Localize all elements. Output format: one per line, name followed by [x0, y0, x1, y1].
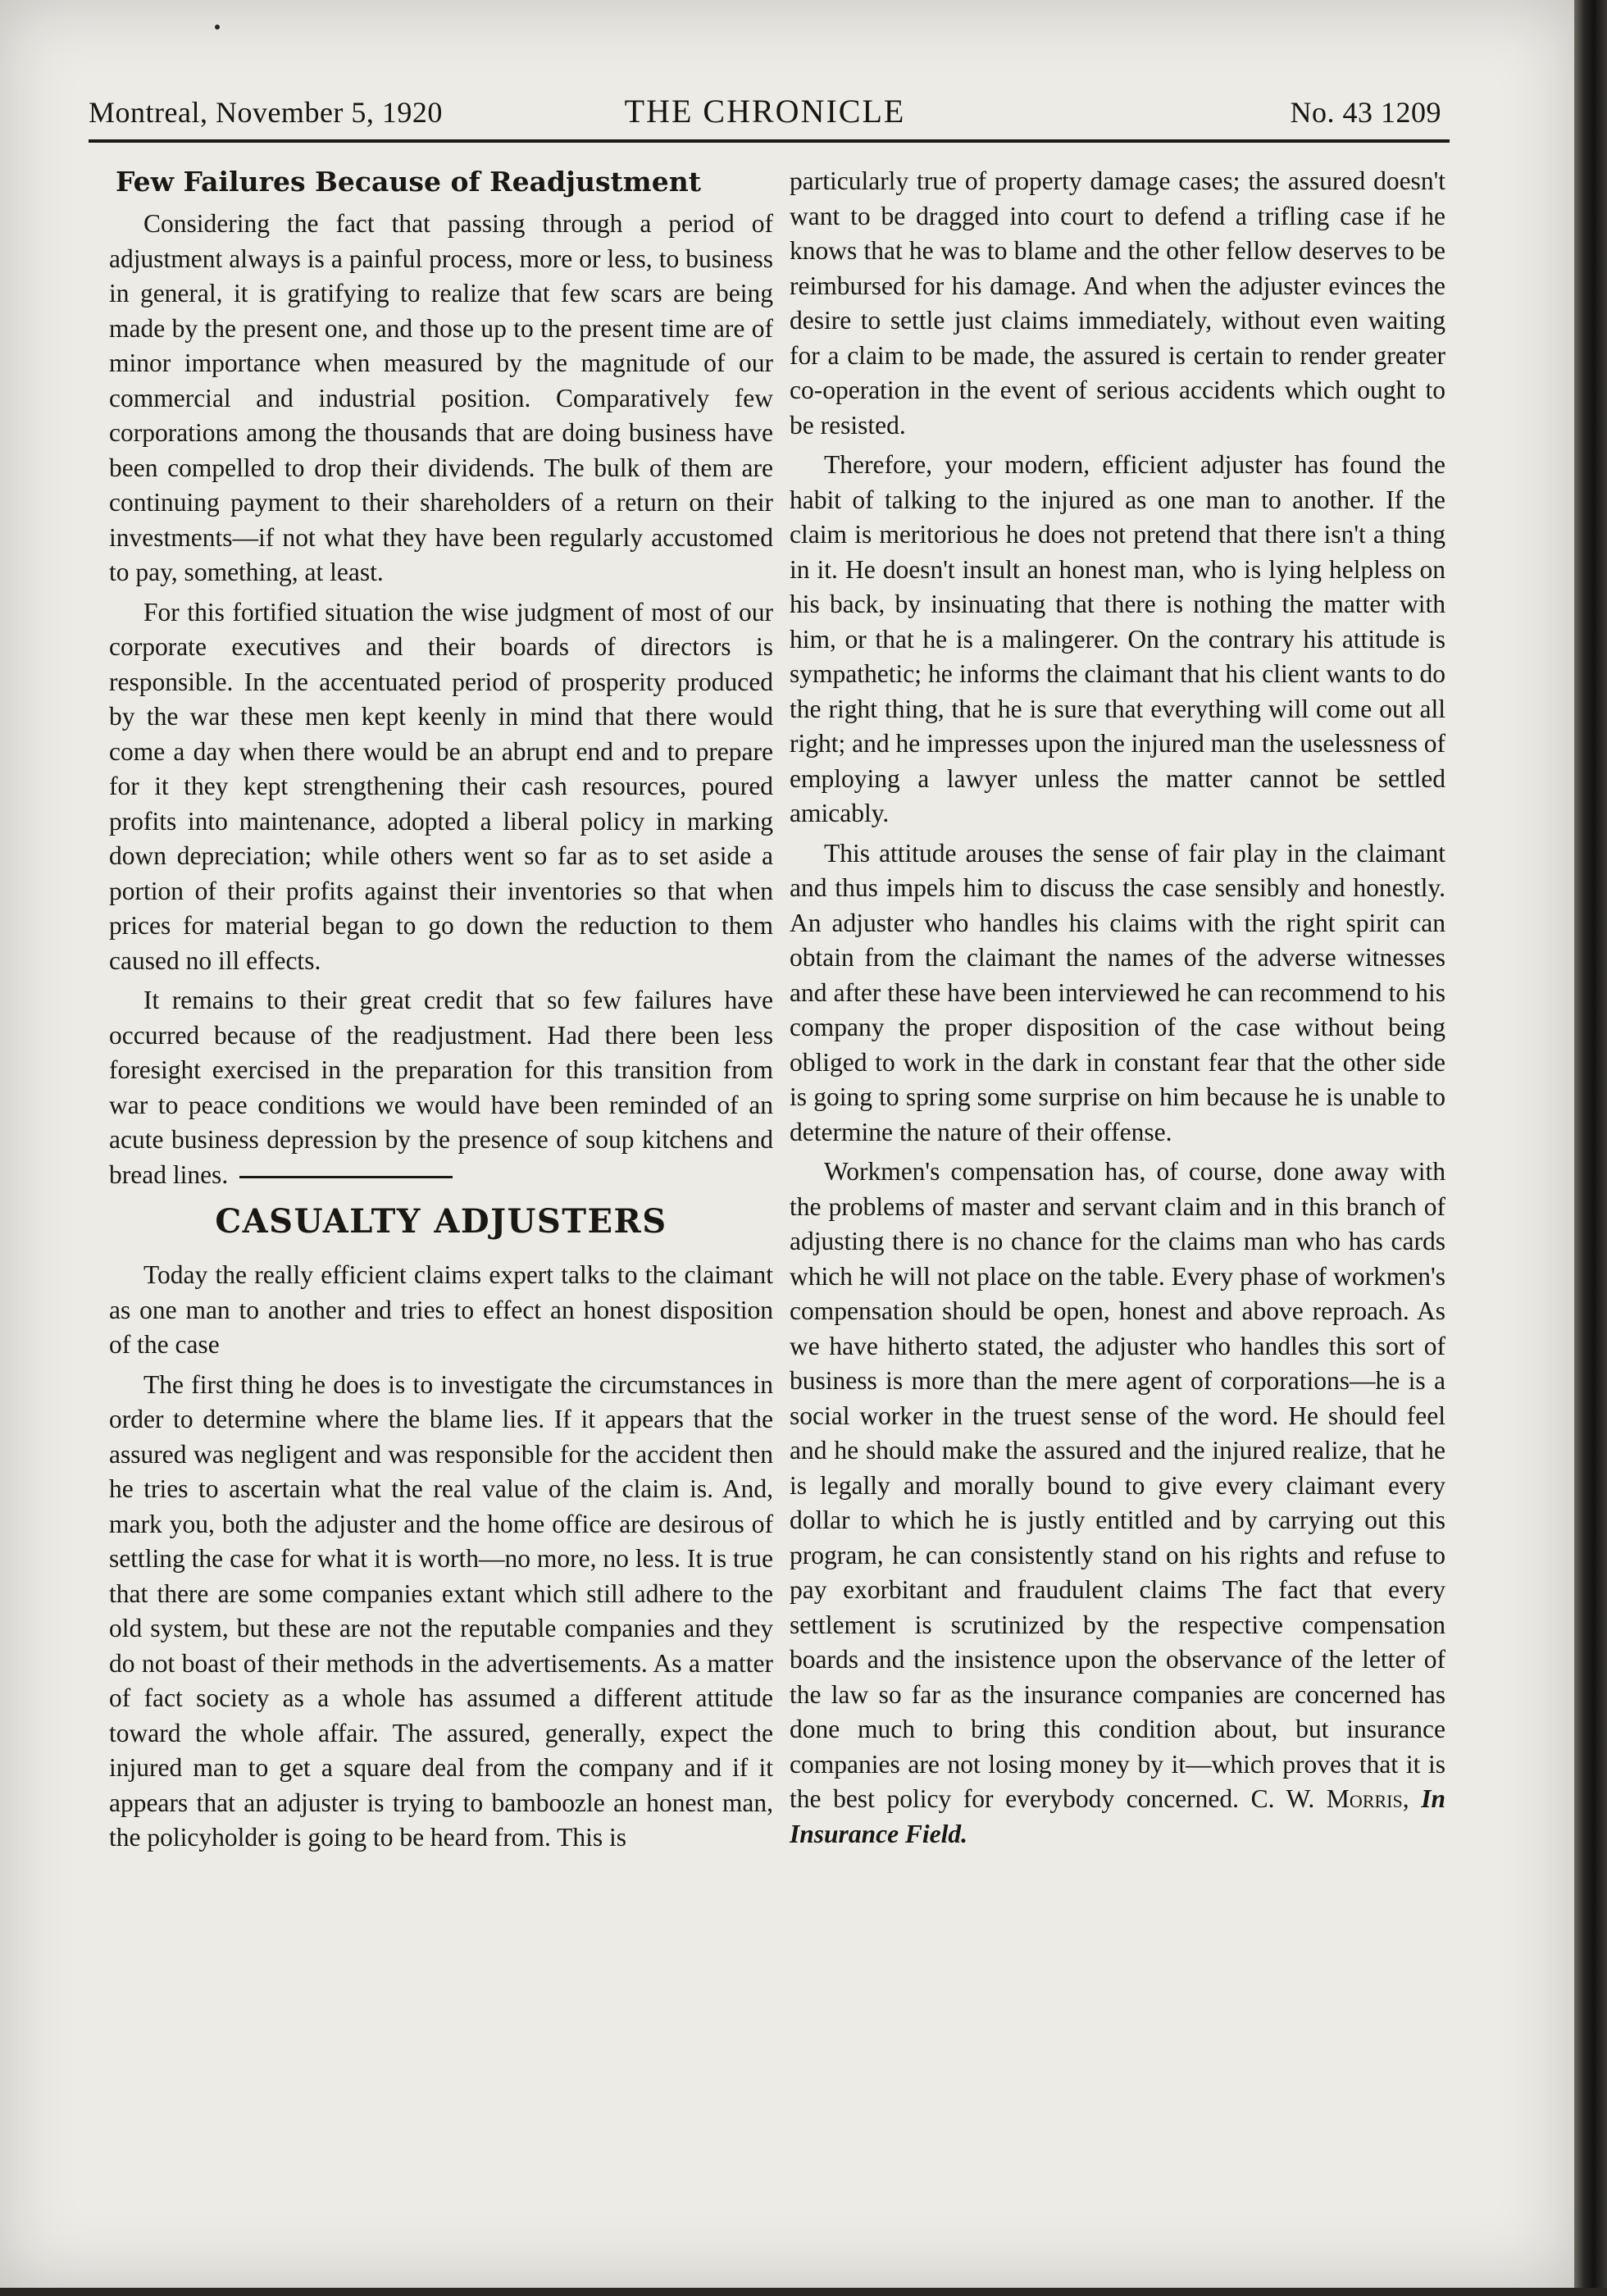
article-end-rule — [239, 1176, 453, 1178]
article1-paragraph — [109, 983, 773, 1192]
article1-paragraph-text: It remains to their great credit that so few failures have occurred because of the readjustment. Had there been less foresight exercised in the preparation for this transition from war to peace conditions we would have been reminded of an acute business depression by the presence of soup kitchens and bread lines. — [109, 986, 773, 1189]
page-header — [89, 89, 1441, 138]
article2-paragraph: The first thing he does is to investigate the circumstances in order to determine where the blame lies. If it appears that the assured was negligent and was responsible for the accident then he tries to ascertain what the real value of the claim is. And, mark you, both the adjuster and the home office are desirous of settling the case for what it is worth—no more, no less. It is true that there are some companies extant which still adhere to the old system, but these are not the reputable companies and they do not boast of their methods in the advertisements. As a matter of fact society as a whole has assumed a different attitude toward the whole affair. The assured, generally, expect the injured man to get a square deal from the company and if it appears that an adjuster is trying to bamboozle an honest man, the policyholder is going to be heard from. This is — [109, 1369, 773, 1852]
article2-continuation: particularly true of property damage cases; the assured doesn't want to be dragged into court to defend a trifling case if he knows that he was to blame and the other fellow deserves to be reimbursed for his damage. And when the adjuster evinces the desire to settle just claims immediately, without even waiting for a claim to be made, the assured is certain to render greater co-operation in the event of serious accidents which ought to be resisted. — [790, 166, 1445, 440]
header-masthead: THE CHRONICLE — [624, 93, 906, 130]
article2-title: CASUALTY ADJUSTERS — [215, 1202, 667, 1241]
article1-title: Few Failures Because of Readjustment — [116, 166, 701, 198]
page-bottom-edge — [0, 2288, 1607, 2296]
header-issue-page: No. 43 1209 — [1290, 96, 1441, 129]
ink-speck — [215, 25, 220, 30]
article1-paragraph: Considering the fact that passing through a period of adjustment always is a painful process, more or less, to business in general, it is gratifying to realize that few scars are being made by the present one, and those up to the present time are of minor importance when measured by the magnitude of our commercial and industrial position. Comparatively few corporations among the thousands that are doing business have been compelled to drop their dividends. The bulk of them are continuing payment to their shareholders of a return on their investments—if not what they have been regularly accustomed to pay, something, at least. — [109, 209, 773, 586]
right-column — [790, 164, 1445, 1856]
article2-paragraph: Therefore, your modern, efficient adjuster has found the habit of talking to the injured as one man to another. If the claim is meritorious he does not pretend that there isn't a thing in it. He doesn't insult an honest man, who is lying helpless on his back, by insinuating that there is nothing the matter with him, or that he is a malingerer. On the contrary his attitude is sympathetic; he informs the claimant that his client wants to do the right thing, that he is sure that everything will come out all right; and he impresses upon the injured man the uselessness of employing a lawyer unless the matter cannot be settled amicably. — [790, 450, 1445, 827]
article2-paragraph: This attitude arouses the sense of fair play in the claimant and thus impels him to discuss the case sensibly and honestly. An adjuster who handles his claims with the right spirit can obtain from the claimant the names of the adverse witnesses and after these have been interviewed he can recommend to his company the proper disposition of the case without being obliged to work in the dark in constant fear that the other side is going to spring some surprise on him because he is unable to determine the nature of their offense. — [790, 838, 1445, 1146]
binding-spine — [1574, 0, 1607, 2296]
article2-final-text: Workmen's compensation has, of course, done away with the problems of master and servant claim and in this branch of adjusting there is no chance for the claims man who has cards which he will not place on the table. Every phase of workmen's compensation should be open, honest and above reproach. As we have hitherto stated, the adjuster who handles this sort of business is more than the mere agent of corporations—he is a social worker in the truest sense of the word. He should feel and he should make the assured and the injured realize, that he is legally and morally bound to give every claimant every dollar to which he is justly entitled and by carrying out this program, he can consistently stand on his rights and refuse to pay exorbitant and fraudulent claims The fact that every settlement is scrutinized by the respective compensation boards and the insistence upon the observance of the letter of the law so far as the insurance companies are concerned has done much to bring this condition about, but insurance companies are not losing money by it—which proves that it is the best policy for everybody concerned. — [790, 1157, 1445, 1813]
header-dateline: Montreal, November 5, 1920 — [89, 96, 443, 129]
header-rule — [89, 139, 1450, 143]
article1-paragraph: For this fortified situation the wise judgment of most of our corporate executives and their boards of directors is responsible. In the accentuated period of prosperity produced by the war these men kept keenly in mind that there would come a day when there would be an abrupt end and to prepare for it they kept strengthening their cash resources, poured profits into maintenance, adopted a liberal policy in marking down depreciation; while others went so far as to set aside a portion of their profits against their inventories so that when prices for material began to go down the reduction to them caused no ill effects. — [109, 597, 773, 975]
signature-source: In Insurance Field. — [790, 1784, 1446, 1848]
article2-paragraph: Today the really efficient claims expert talks to the claimant as one man to another and tries to effect an honest disposition of the case — [109, 1260, 773, 1359]
article2-paragraph — [790, 1155, 1445, 1852]
left-column — [109, 164, 773, 1861]
signature-author: C. W. Morris, — [1250, 1784, 1409, 1813]
